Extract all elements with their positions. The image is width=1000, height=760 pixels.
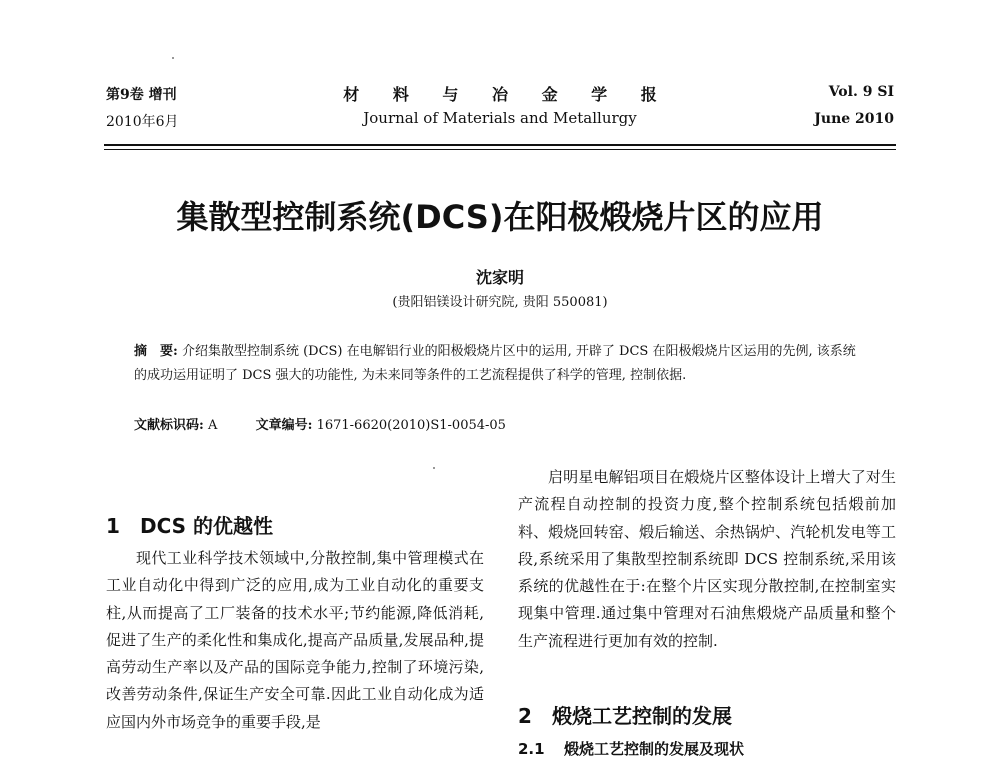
header-rule-bottom	[104, 149, 896, 150]
volume-label-en: Vol. 9 SI	[828, 84, 894, 100]
doc-code: A	[207, 418, 218, 433]
section-2-heading	[518, 700, 732, 729]
abstract-text: 介绍集散型控制系统 (DCS) 在电解铝行业的阳极煅烧片区中的运用, 开辟了 DCS 在阳极煅烧片区运用的先例, 该系统的成功运用证明了 DCS 强大的功能性, 为未来同等条件的工艺流程提供了科学的管理, 控制依据.	[134, 344, 856, 383]
section-1-paragraph: 现代工业科学技术领域中,分散控制,集中管理模式在工业自动化中得到广泛的应用,成为工业自动化的重要支柱,从而提高了工厂装备的技术水平;节约能源,降低消耗,促进了生产的柔化性和集成化,提高产品质量,发展品种,提高劳动生产率以及产品的国际竞争能力,控制了环境污染,改善劳动条件,保证生产安全可靠.因此工业自动化成为适应国内外市场竞争的重要手段,是	[106, 549, 484, 731]
article-number-label: 文章编号:	[255, 418, 313, 433]
abstract-label: 摘 要:	[134, 344, 178, 359]
article-number: 1671-6620(2010)S1-0054-05	[316, 418, 506, 433]
subsection-2-1-number: 2.1	[518, 740, 545, 758]
issue-date: 2010年6月	[106, 114, 179, 130]
speck-top	[172, 57, 174, 59]
abstract	[134, 340, 866, 388]
doc-code-label: 文献标识码:	[134, 418, 204, 433]
author-affiliation: (贵阳铝镁设计研究院, 贵阳 550081)	[392, 295, 608, 310]
right-paragraph: 启明星电解铝项目在煅烧片区整体设计上增大了对生产流程自动控制的投资力度,整个控制系统包括煅前加料、煅烧回转窑、煅后输送、余热锅炉、汽轮机发电等工段,系统采用了集散型控制系统即 DCS 控制系统,采用该系统的优越性在于:在整个片区实现分散控制,在控制室实现集中管理.通过集中管理对石油焦煅烧产品质量和整个生产流程进行更加有效的控制.	[518, 468, 896, 650]
journal-title-cn: 材 料 与 冶 金 学 报	[343, 85, 671, 104]
subsection-2-1-title: 煅烧工艺控制的发展及现状	[564, 740, 745, 758]
author-name: 沈家明	[475, 268, 524, 287]
subsection-2-1-heading	[518, 738, 744, 759]
section-1-title: DCS 的优越性	[140, 514, 274, 538]
right-column	[518, 464, 896, 655]
section-1-heading	[106, 510, 273, 539]
journal-title-en: Journal of Materials and Metallurgy	[363, 109, 637, 127]
section-2-title: 煅烧工艺控制的发展	[552, 704, 732, 728]
speck-middle	[433, 467, 435, 469]
volume-label: 第9卷 增刊	[106, 87, 177, 103]
issue-date-en: June 2010	[814, 111, 894, 127]
doc-meta	[134, 414, 506, 433]
section-2-number: 2	[518, 704, 532, 728]
section-1-number: 1	[106, 514, 120, 538]
article-title: 集散型控制系统(DCS)在阳极煅烧片区的应用	[176, 198, 824, 236]
left-column	[106, 545, 484, 736]
header-rule-top	[104, 144, 896, 146]
